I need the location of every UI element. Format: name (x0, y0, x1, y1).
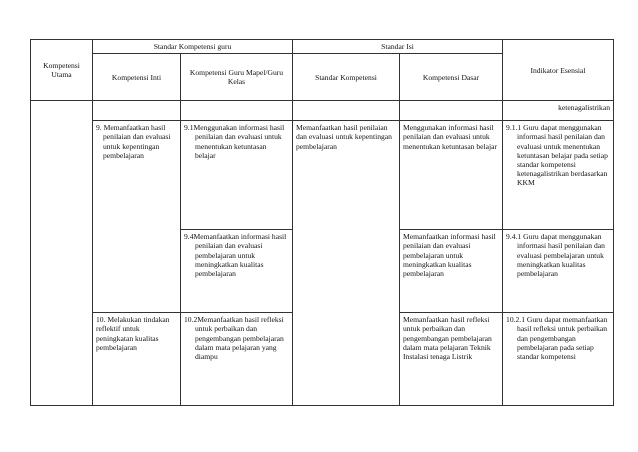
header-standar-kompetensi: Standar Kompetensi (293, 54, 400, 101)
cell-kompetensi-dasar-10-2: Memanfaatkan hasil refleksi untuk perbaikan dan pengembangan pembelajaran dalam mata pelajaran Teknik Instalasi tenaga Listrik (400, 313, 503, 406)
header-kompetensi-inti: Kompetensi Inti (93, 54, 181, 101)
cell-indikator-10-2-1: 10.2.1 Guru dapat memanfaatkan hasil refleksi untuk perbaikan dan pengembangan pembelajaran pada setiap standar kompetensi (503, 313, 614, 406)
cell-blank (400, 101, 503, 121)
header-standar-isi: Standar Isi (293, 40, 503, 54)
cell-kompetensi-dasar-9-4: Memanfaatkan informasi hasil penilaian dan evaluasi pembelajaran untuk meningkatkan kualitas pembelajaran (400, 230, 503, 313)
cell-blank (293, 101, 400, 121)
cell-indikator-continuation: ketenagalistrikan (503, 101, 614, 121)
header-row-top (31, 40, 614, 54)
header-indikator-esensial: Indikator Esensial (503, 40, 614, 101)
cell-kompetensi-guru-9-4: 9.4Memanfaatkan informasi hasil penilaian dan evaluasi pembelajaran untuk meningkatkan kualitas pembelajaran (181, 230, 293, 313)
cell-indikator-9-1-1: 9.1.1 Guru dapat menggunakan informasi hasil penilaian dan evaluasi untuk menentukan ketuntasan belajar pada setiap standar kompetensi ketenagalistrikan berdasarkan KKM (503, 121, 614, 230)
header-kompetensi-dasar: Kompetensi Dasar (400, 54, 503, 101)
table-row-continuation (31, 101, 614, 121)
header-kompetensi-utama: Kompetensi Utama (31, 40, 93, 101)
cell-kompetensi-guru-9-1: 9.1Menggunakan informasi hasil penilaian dan evaluasi untuk menentukan ketuntasan belajar (181, 121, 293, 230)
cell-standar-kompetensi-9: Memanfaatkan hasil penilaian dan evaluasi untuk kepentingan pembelajaran (293, 121, 400, 406)
cell-blank (93, 101, 181, 121)
cell-kompetensi-inti-10: 10. Melakukan tindakan reflektif untuk peningkatan kualitas pembelajaran (93, 313, 181, 406)
cell-kompetensi-guru-10-2: 10.2Memanfaatkan hasil refleksi untuk perbaikan dan pengembangan pembelajaran dalam mata pelajaran yang diampu (181, 313, 293, 406)
cell-kompetensi-inti-9: 9. Memanfaatkan hasil penilaian dan evaluasi untuk kepentingan pembelajaran (93, 121, 181, 313)
cell-blank (181, 101, 293, 121)
header-standar-kompetensi-guru: Standar Kompetensi guru (93, 40, 293, 54)
competency-table (30, 39, 614, 406)
header-kompetensi-guru: Kompetensi Guru Mapel/Guru Kelas (181, 54, 293, 101)
cell-kompetensi-utama-blank (31, 101, 93, 406)
table-row (31, 121, 614, 230)
cell-kompetensi-dasar-9-1: Menggunakan informasi hasil penilaian dan evaluasi untuk menentukan ketuntasan belajar (400, 121, 503, 230)
cell-indikator-9-4-1: 9.4.1 Guru dapat menggunakan informasi hasil penilaian dan evaluasi pembelajaran untuk meningkatkan kualitas pembelajaran (503, 230, 614, 313)
